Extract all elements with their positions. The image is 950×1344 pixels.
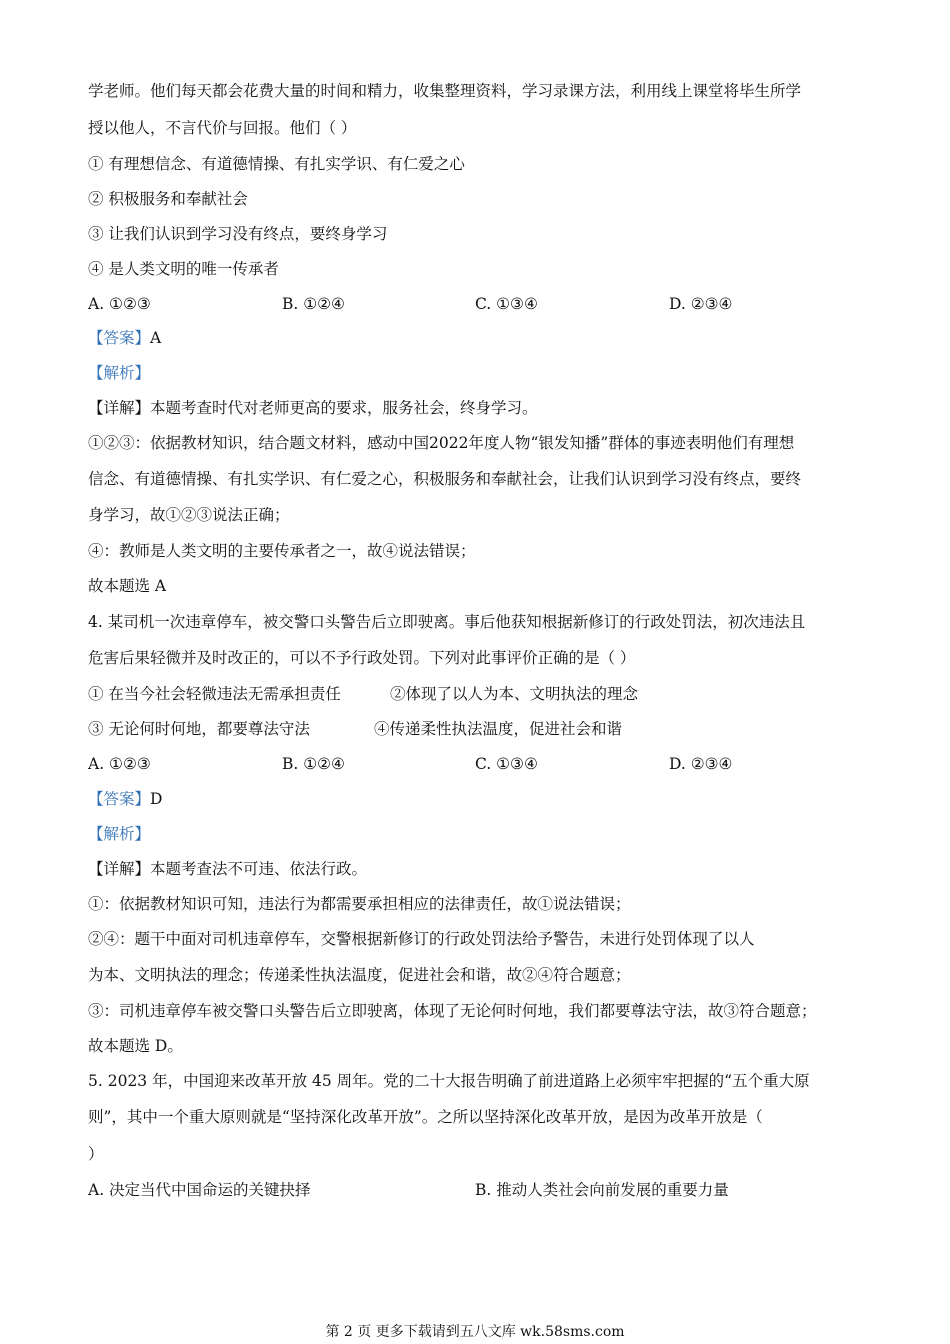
q3-statement-1: ① 有理想信念、有道德情操、有扎实学识、有仁爱之心 — [88, 155, 465, 173]
q4-statement-3: ③ 无论何时何地，都要尊法守法 — [88, 720, 310, 738]
page-footer: 第 2 页 更多下载请到五八文库 wk.58sms.com — [325, 1324, 625, 1340]
q4-statement-1: ① 在当今社会轻微违法无需承担责任 — [88, 685, 341, 703]
q4-conclusion: 故本题选 D。 — [88, 1037, 183, 1055]
q3-stem-line-1: 学老师。他们每天都会花费大量的时间和精力，收集整理资料，学习录课方法，利用线上课堂将毕生所学 — [88, 82, 802, 100]
q4-stem-line-2: 危害后果轻微并及时改正的，可以不予行政处罚。下列对此事评价正确的是（ ） — [88, 649, 636, 667]
q4-option-b: B. ①②④ — [282, 755, 345, 773]
q3-explanation-line-1: ①②③：依据教材知识，结合题文材料，感动中国2022年度人物“银发知播”群体的事迹表明他们有理想 — [88, 434, 795, 452]
detail-text: 本题考查法不可违、依法行政。 — [150, 860, 368, 878]
answer-value: D — [150, 790, 163, 808]
q4-analysis-tag: 【解析】 — [88, 825, 151, 843]
q3-statement-4: ④ 是人类文明的唯一传承者 — [88, 260, 279, 278]
q4-answer — [88, 789, 162, 809]
answer-tag: 【答案】 — [88, 790, 151, 808]
q3-statement-2: ② 积极服务和奉献社会 — [88, 190, 248, 208]
q3-explanation-line-4: ④：教师是人类文明的主要传承者之一，故④说法错误； — [88, 542, 476, 560]
q4-statement-4: ④传递柔性执法温度，促进社会和谐 — [374, 720, 623, 738]
q3-detail — [88, 398, 538, 418]
q4-stem-line-1: 4. 某司机一次违章停车，被交警口头警告后立即驶离。事后他获知根据新修订的行政处罚法，初次违法且 — [88, 613, 806, 631]
q3-analysis-tag: 【解析】 — [88, 364, 151, 382]
q4-explanation-line-1: ①：依据教材知识可知，违法行为都需要承担相应的法律责任，故①说法错误； — [88, 895, 631, 913]
q5-stem-line-2: 则”，其中一个重大原则就是“坚持深化改革开放”。之所以坚持深化改革开放，是因为改革开放是（ — [88, 1108, 763, 1126]
q3-stem-line-2: 授以他人，不言代价与回报。他们（ ） — [88, 119, 357, 137]
detail-tag: 【详解】 — [88, 860, 151, 878]
q4-statement-2: ②体现了以人为本、文明执法的理念 — [390, 685, 639, 703]
q4-explanation-line-4: ③：司机违章停车被交警口头警告后立即驶离，体现了无论何时何地，我们都要尊法守法，故③符合题意； — [88, 1002, 817, 1020]
detail-tag: 【详解】 — [88, 399, 151, 417]
detail-text: 本题考查时代对老师更高的要求，服务社会，终身学习。 — [150, 399, 538, 417]
q5-option-a: A. 决定当代中国命运的关键抉择 — [88, 1181, 311, 1199]
q3-explanation-line-2: 信念、有道德情操、有扎实学识、有仁爱之心，积极服务和奉献社会，让我们认识到学习没有终点，要终 — [88, 470, 802, 488]
q4-explanation-line-2: ②④：题干中面对司机违章停车，交警根据新修订的行政处罚法给予警告，未进行处罚体现了以人 — [88, 930, 755, 948]
answer-value: A — [150, 329, 162, 347]
q4-option-a: A. ①②③ — [88, 755, 151, 773]
q3-statement-3: ③ 让我们认识到学习没有终点，要终身学习 — [88, 225, 388, 243]
q5-stem-line-3: ） — [88, 1145, 104, 1163]
q3-answer — [88, 328, 161, 348]
q4-detail — [88, 859, 367, 879]
q4-explanation-line-3: 为本、文明执法的理念；传递柔性执法温度，促进社会和谐，故②④符合题意； — [88, 966, 631, 984]
q4-option-d: D. ②③④ — [669, 755, 733, 773]
answer-tag: 【答案】 — [88, 329, 151, 347]
q3-conclusion: 故本题选 A — [88, 577, 167, 595]
q3-option-d: D. ②③④ — [669, 295, 733, 313]
q3-option-c: C. ①③④ — [475, 295, 538, 313]
q3-option-b: B. ①②④ — [282, 295, 345, 313]
q5-stem-line-1: 5. 2023 年，中国迎来改革开放 45 周年。党的二十大报告明确了前进道路上必须牢牢把握的“五个重大原 — [88, 1072, 810, 1090]
q3-explanation-line-3: 身学习，故①②③说法正确； — [88, 506, 290, 524]
q3-option-a: A. ①②③ — [88, 295, 151, 313]
q4-option-c: C. ①③④ — [475, 755, 538, 773]
q5-option-b: B. 推动人类社会向前发展的重要力量 — [475, 1181, 729, 1199]
